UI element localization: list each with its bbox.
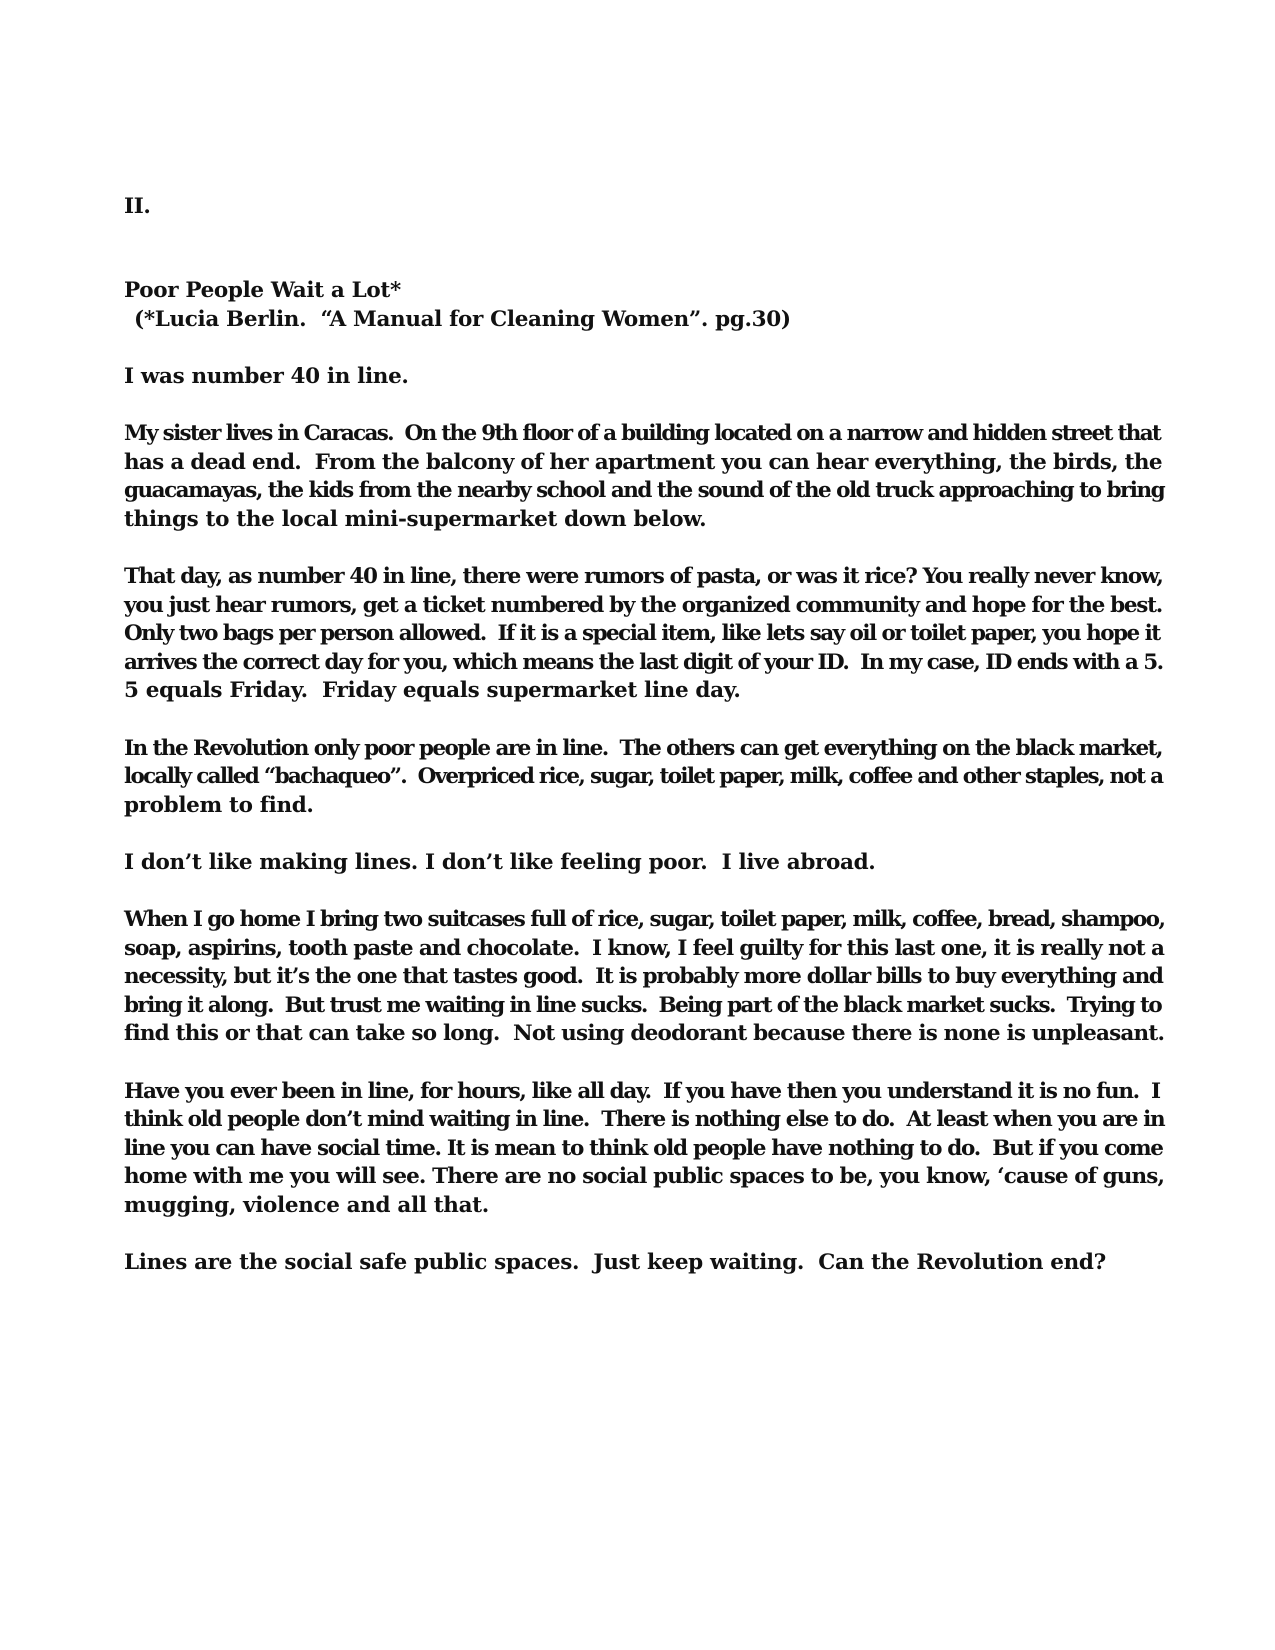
paragraph-2 — [124, 420, 1164, 534]
paragraph-line: When I go home I bring two suitcases full of rice, sugar, toilet paper, milk, coffee, bread, shampoo, — [124, 907, 1165, 933]
paragraph-line: has a dead end. From the balcony of her apartment you can hear everything, the birds, the — [124, 449, 1162, 475]
paragraph-line: you just hear rumors, get a ticket numbered by the organized community and hope for the best. — [124, 592, 1162, 618]
paragraph-gap — [124, 534, 1164, 563]
paragraph-8 — [124, 1249, 1164, 1278]
title-block — [124, 277, 1164, 334]
paragraph-line: things to the local mini-supermarket down below. — [124, 506, 707, 532]
paragraph-gap — [124, 820, 1164, 849]
paragraph-line: Lines are the social safe public spaces. Just keep waiting. Can the Revolution end? — [124, 1250, 1106, 1276]
paragraph-line: soap, aspirins, tooth paste and chocolate. I know, I feel guilty for this last one, it is really not a — [124, 935, 1164, 961]
paragraph-7 — [124, 1078, 1164, 1221]
paragraph-line: Only two bags per person allowed. If it is a special item, like lets say oil or toilet paper, you hope it — [124, 621, 1160, 647]
paragraph-5 — [124, 849, 1164, 878]
paragraph-line: In the Revolution only poor people are in line. The others can get everything on the black market, — [124, 735, 1162, 761]
paragraph-gap — [124, 1049, 1164, 1078]
paragraph-line: guacamayas, the kids from the nearby school and the sound of the old truck approaching to bring — [124, 478, 1165, 504]
paragraph-line: home with me you will see. There are no social public spaces to be, you know, ‘cause of guns, — [124, 1164, 1165, 1190]
paragraph-gap — [124, 1221, 1164, 1250]
paragraph-4 — [124, 735, 1164, 821]
paragraph-line: mugging, violence and all that. — [124, 1193, 489, 1218]
paragraph-line: bring it along. But trust me waiting in line sucks. Being part of the black market sucks. Trying to — [124, 992, 1162, 1018]
paragraph-line: arrives the correct day for you, which means the last digit of your ID. In my case, ID ends with a 5. — [124, 649, 1163, 675]
paragraph-gap — [124, 706, 1164, 735]
paragraph-gap — [124, 334, 1164, 363]
paragraph-line: necessity, but it’s the one that tastes good. It is probably more dollar bills to buy everything and — [124, 964, 1163, 990]
paragraph-line: problem to find. — [124, 792, 314, 818]
paragraph-line: line you can have social time. It is mean to think old people have nothing to do. But if you come — [124, 1135, 1163, 1161]
paragraph-line: find this or that can take so long. Not using deodorant because there is none is unpleasant. — [124, 1021, 1165, 1047]
paragraph-line: I was number 40 in line. — [124, 363, 409, 389]
paragraph-gap — [124, 877, 1164, 906]
essay-title: Poor People Wait a Lot* — [124, 278, 401, 303]
section-number: II. — [124, 194, 151, 219]
paragraph-line: I don’t like making lines. I don’t like feeling poor. I live abroad. — [124, 849, 876, 875]
paragraph-1 — [124, 363, 1164, 392]
paragraph-line: My sister lives in Caracas. On the 9th floor of a building located on a narrow and hidden street that — [124, 420, 1161, 446]
paragraph-6 — [124, 906, 1164, 1049]
paragraph-line: That day, as number 40 in line, there were rumors of pasta, or was it rice? You really never know, — [124, 563, 1163, 589]
paragraph-line: think old people don’t mind waiting in line. There is nothing else to do. At least when you are in — [124, 1107, 1165, 1133]
paragraph-line: locally called “bachaqueo”. Overpriced rice, sugar, toilet paper, milk, coffee and other staples, not a — [124, 764, 1163, 790]
paragraph-line: Have you ever been in line, for hours, like all day. If you have then you understand it is no fun. I — [124, 1078, 1160, 1104]
paragraph-gap — [124, 391, 1164, 420]
paragraph-3 — [124, 563, 1164, 706]
essay-citation: (*Lucia Berlin. “A Manual for Cleaning Women”. pg.30) — [134, 306, 791, 332]
essay-body — [124, 277, 1164, 1278]
paragraph-line: 5 equals Friday. Friday equals supermarket line day. — [124, 678, 741, 704]
